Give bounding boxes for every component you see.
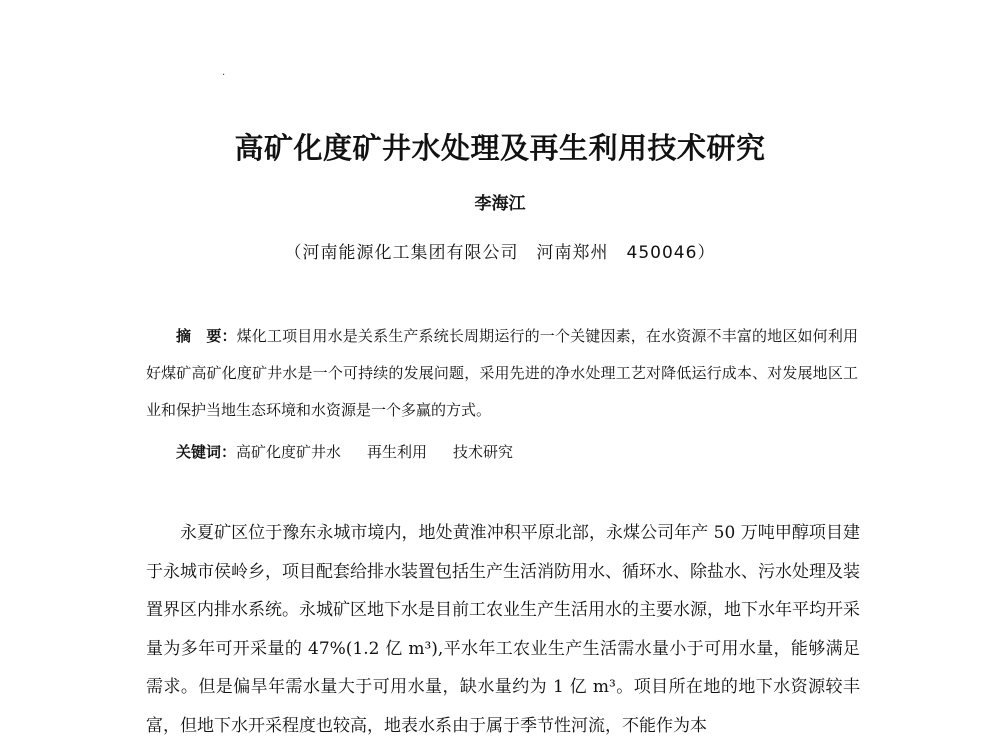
author-name: 李海江 [474,194,526,214]
paper-title: 高矿化度矿井水处理及再生利用技术研究 [234,131,766,165]
abstract-label: 摘 要： [176,327,237,345]
body-text [146,514,860,745]
keywords-label: 关键词： [176,443,237,461]
stray-mark: · [222,70,226,81]
keywords [176,441,539,462]
author-affiliation: （河南能源化工集团有限公司 河南郑州 450046） [284,243,716,263]
abstract [146,318,858,429]
body-paragraph: 永夏矿区位于豫东永城市境内，地处黄淮冲积平原北部，永煤公司年产 50 万吨甲醇项目建于永城市侯岭乡，项目配套给排水装置包括生产生活消防用水、循环水、除盐水、污水处理及装置界区内排水系统。永城矿区地下水是目前工农业生产生活用水的主要水源，地下水年平均开采量为多年可开采量的 47%(1.2 亿 m³),平水年工农业生产生活需水量小于可用水量，能够满足需求。但是偏旱年需水量大于可用水量，缺水量约为 1 亿 m³。项目所在地的地下水资源较丰富，但地下水开采程度也较高，地表水系由于属于季节性河流，不能作为本 [146,523,860,736]
abstract-text: 煤化工项目用水是关系生产系统长周期运行的一个关键因素，在水资源不丰富的地区如何利用好煤矿高矿化度矿井水是一个可持续的发展问题，采用先进的净水处理工艺对降低运行成本、对发展地区工业和保护当地生态环境和水资源是一个多赢的方式。 [146,327,858,419]
keyword: 再生利用 [367,443,428,461]
keyword: 高矿化度矿井水 [236,443,342,461]
keyword: 技术研究 [453,443,514,461]
